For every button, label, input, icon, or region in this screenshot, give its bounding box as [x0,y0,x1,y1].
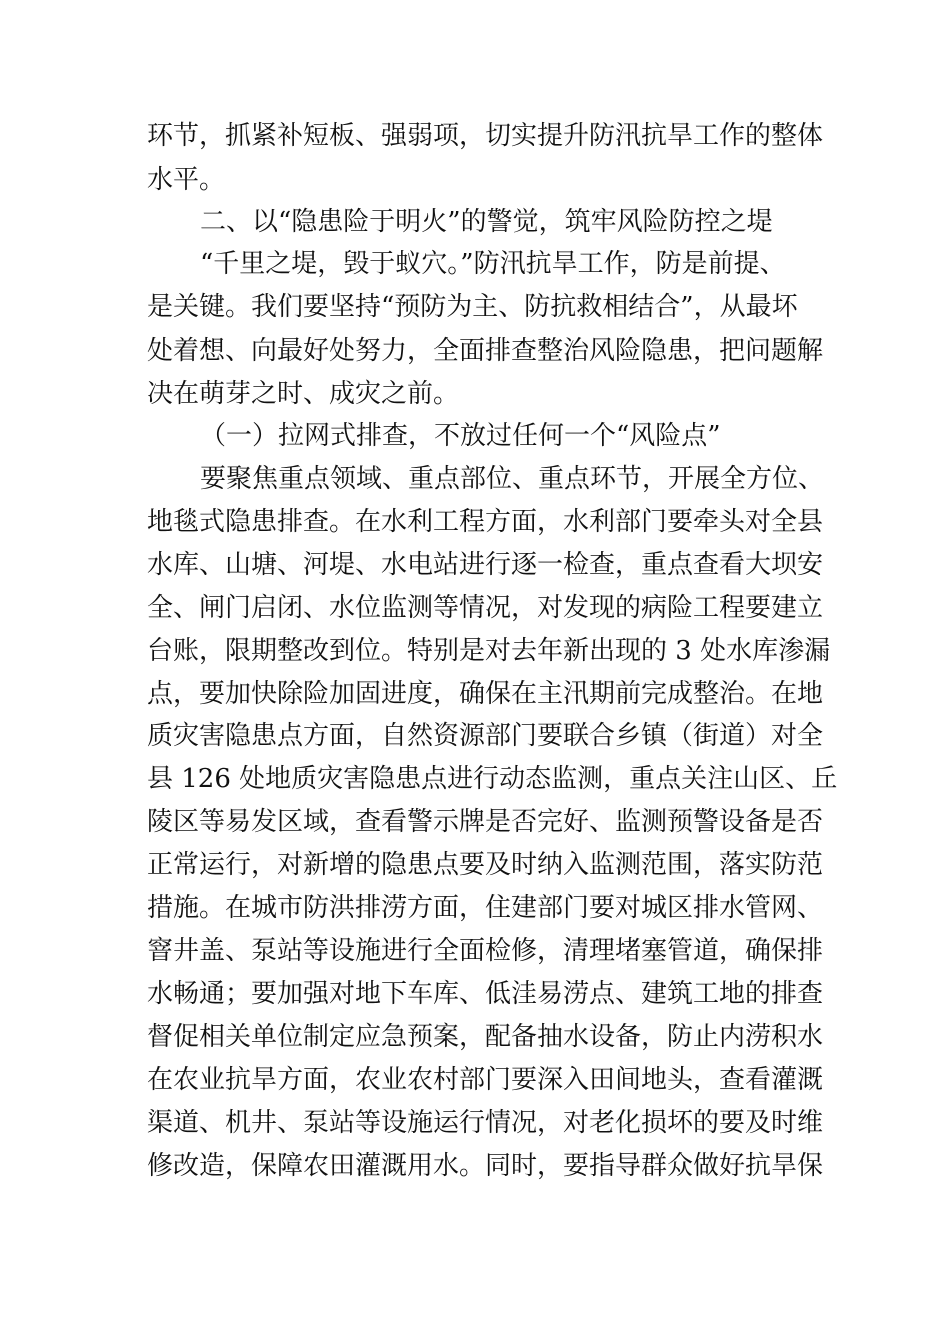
paragraph-line: 环节，抓紧补短板、强弱项，切实提升防汛抗旱工作的整体 [147,121,824,151]
subsection-heading: （一）拉网式排查，不放过任何一个“风险点” [200,421,721,451]
paragraph-line: 水库、山塘、河堤、水电站进行逐一检查，重点查看大坝安 [147,550,824,580]
paragraph-line: 点，要加快除险加固进度，确保在主汛期前完成整治。在地 [147,679,824,709]
paragraph-line: 在农业抗旱方面，农业农村部门要深入田间地头，查看灌溉 [147,1065,824,1095]
paragraph-line: 县 126 处地质灾害隐患点进行动态监测，重点关注山区、丘 [147,764,838,794]
paragraph-line: 水平。 [147,165,226,195]
paragraph-line: 地毯式隐患排查。在水利工程方面，水利部门要牵头对全县 [147,507,824,537]
paragraph-line: 水畅通；要加强对地下车库、低洼易涝点、建筑工地的排查 [147,979,824,1009]
paragraph-line: 是关键。我们要坚持“预防为主、防抗救相结合”，从最坏 [147,292,798,322]
paragraph-line: 决在萌芽之时、成灾之前。 [147,379,460,409]
section-heading: 二、以“隐患险于明火”的警觉，筑牢风险防控之堤 [200,207,773,237]
paragraph-line: 正常运行，对新增的隐患点要及时纳入监测范围，落实防范 [147,850,824,880]
paragraph-line: “千里之堤，毁于蚁穴。”防汛抗旱工作，防是前提、 [200,249,786,279]
paragraph-line: 渠道、机井、泵站等设施运行情况，对老化损坏的要及时维 [147,1108,824,1138]
paragraph-line: 督促相关单位制定应急预案，配备抽水设备，防止内涝积水 [147,1022,824,1052]
paragraph-line: 要聚焦重点领域、重点部位、重点环节，开展全方位、 [200,464,825,494]
paragraph-line: 全、闸门启闭、水位监测等情况，对发现的病险工程要建立 [147,593,824,623]
paragraph-line: 修改造，保障农田灌溉用水。同时，要指导群众做好抗旱保 [147,1151,824,1181]
paragraph-line: 质灾害隐患点方面，自然资源部门要联合乡镇（街道）对全 [147,721,824,751]
paragraph-line: 处着想、向最好处努力，全面排查整治风险隐患，把问题解 [147,336,824,366]
paragraph-line: 窨井盖、泵站等设施进行全面检修，清理堵塞管道，确保排 [147,936,824,966]
paragraph-line: 台账，限期整改到位。特别是对去年新出现的 3 处水库渗漏 [147,636,831,666]
paragraph-line: 措施。在城市防洪排涝方面，住建部门要对城区排水管网、 [147,893,824,923]
paragraph-line: 陵区等易发区域，查看警示牌是否完好、监测预警设备是否 [147,807,824,837]
